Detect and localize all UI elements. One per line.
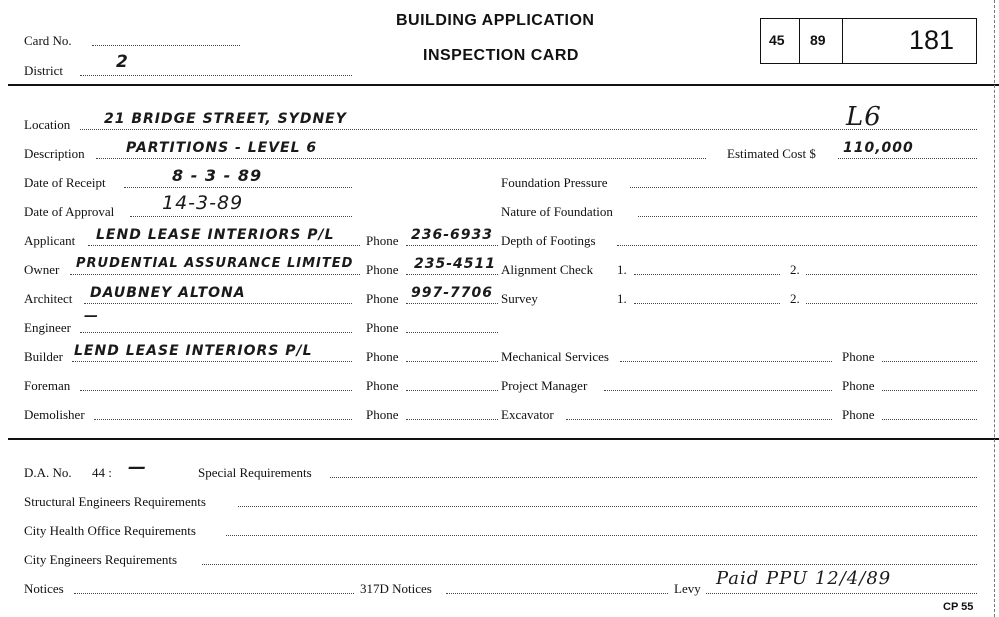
depth-footings-field[interactable] bbox=[617, 245, 977, 246]
builder-field[interactable] bbox=[72, 361, 352, 362]
mechanical-phone-field[interactable] bbox=[882, 361, 977, 362]
form-code: CP 55 bbox=[943, 601, 974, 613]
applicant-field[interactable] bbox=[88, 245, 360, 246]
builder-value: LEND LEASE INTERIORS P/L bbox=[74, 343, 313, 359]
alignment-field-2[interactable] bbox=[806, 274, 977, 275]
box3-value: 181 bbox=[909, 25, 955, 55]
levy-value: Paid PPU 12/4/89 bbox=[716, 568, 892, 589]
architect-value: DAUBNEY ALTONA bbox=[90, 285, 246, 301]
nature-foundation-label: Nature of Foundation bbox=[501, 204, 613, 219]
da-no-value: 44 : bbox=[92, 465, 112, 480]
card-number-box-1 bbox=[760, 18, 800, 64]
card-edge bbox=[994, 0, 999, 617]
description-field[interactable] bbox=[96, 158, 706, 159]
architect-phone-value: 997-7706 bbox=[411, 285, 493, 301]
special-req-label: Special Requirements bbox=[198, 465, 312, 480]
da-no-dash: — bbox=[128, 457, 147, 478]
structural-req-label: Structural Engineers Requirements bbox=[24, 494, 206, 509]
foreman-phone-field[interactable] bbox=[406, 390, 498, 391]
engineer-label: Engineer bbox=[24, 320, 71, 335]
applicant-phone-label: Phone bbox=[366, 233, 399, 248]
alignment-check-label: Alignment Check bbox=[501, 262, 594, 277]
location-field[interactable] bbox=[80, 129, 977, 130]
engineer-field[interactable] bbox=[80, 332, 352, 333]
estimated-cost-label: Estimated Cost $ bbox=[727, 146, 816, 161]
demolisher-phone-field[interactable] bbox=[406, 419, 498, 420]
district-label: District bbox=[24, 63, 63, 78]
structural-req-field[interactable] bbox=[238, 506, 977, 507]
engineer-value: — bbox=[84, 308, 99, 324]
builder-phone-field[interactable] bbox=[406, 361, 498, 362]
survey-field-2[interactable] bbox=[806, 303, 977, 304]
notices-317d-label: 317D Notices bbox=[360, 581, 432, 596]
owner-label: Owner bbox=[24, 262, 60, 277]
district-value: 2 bbox=[116, 52, 129, 72]
excavator-field[interactable] bbox=[566, 419, 832, 420]
demolisher-label: Demolisher bbox=[24, 407, 85, 422]
depth-footings-label: Depth of Footings bbox=[501, 233, 596, 248]
project-manager-phone-field[interactable] bbox=[882, 390, 977, 391]
date-receipt-value: 8 - 3 - 89 bbox=[172, 166, 263, 185]
date-receipt-label: Date of Receipt bbox=[24, 175, 106, 190]
excavator-label: Excavator bbox=[501, 407, 554, 422]
owner-phone-value: 235-4511 bbox=[414, 256, 496, 272]
applicant-phone-field[interactable] bbox=[406, 245, 498, 246]
notices-field[interactable] bbox=[74, 593, 354, 594]
excavator-phone-field[interactable] bbox=[882, 419, 977, 420]
da-no-label: D.A. No. bbox=[24, 465, 72, 480]
owner-field[interactable] bbox=[70, 274, 360, 275]
card-number-box-2 bbox=[799, 18, 843, 64]
foreman-field[interactable] bbox=[80, 390, 352, 391]
levy-label: Levy bbox=[674, 581, 701, 596]
engineer-phone-label: Phone bbox=[366, 320, 399, 335]
architect-label: Architect bbox=[24, 291, 73, 306]
alignment-num-1: 1. bbox=[617, 262, 627, 277]
applicant-label: Applicant bbox=[24, 233, 76, 248]
builder-label: Builder bbox=[24, 349, 63, 364]
date-approval-field[interactable] bbox=[130, 216, 352, 217]
header-rule bbox=[8, 84, 999, 86]
card-number-box-3 bbox=[842, 18, 977, 64]
mechanical-label: Mechanical Services bbox=[501, 349, 609, 364]
survey-num-1: 1. bbox=[617, 291, 627, 306]
survey-label: Survey bbox=[501, 291, 538, 306]
foundation-pressure-label: Foundation Pressure bbox=[501, 175, 608, 190]
architect-field[interactable] bbox=[84, 303, 352, 304]
project-manager-phone-label: Phone bbox=[842, 378, 875, 393]
estimated-cost-field[interactable] bbox=[838, 158, 977, 159]
demolisher-field[interactable] bbox=[94, 419, 352, 420]
location-value: 21 BRIDGE STREET, SYDNEY bbox=[104, 111, 347, 127]
nature-foundation-field[interactable] bbox=[638, 216, 977, 217]
location-label: Location bbox=[24, 117, 71, 132]
excavator-phone-label: Phone bbox=[842, 407, 875, 422]
card-no-label: Card No. bbox=[24, 33, 72, 48]
builder-phone-label: Phone bbox=[366, 349, 399, 364]
notices-label: Notices bbox=[24, 581, 64, 596]
date-approval-value: 14-3-89 bbox=[162, 192, 244, 214]
requirements-rule bbox=[8, 438, 999, 440]
alignment-num-2: 2. bbox=[790, 262, 800, 277]
demolisher-phone-label: Phone bbox=[366, 407, 399, 422]
survey-num-2: 2. bbox=[790, 291, 800, 306]
engineer-phone-field[interactable] bbox=[406, 332, 498, 333]
mechanical-field[interactable] bbox=[620, 361, 832, 362]
location-note: L6 bbox=[846, 102, 882, 132]
foreman-label: Foreman bbox=[24, 378, 71, 393]
title-line2: INSPECTION CARD bbox=[423, 47, 579, 64]
city-eng-req-label: City Engineers Requirements bbox=[24, 552, 178, 567]
applicant-value: LEND LEASE INTERIORS P/L bbox=[96, 227, 335, 243]
foreman-phone-label: Phone bbox=[366, 378, 399, 393]
applicant-phone-value: 236-6933 bbox=[411, 227, 493, 243]
description-value: PARTITIONS - LEVEL 6 bbox=[126, 140, 318, 156]
owner-phone-label: Phone bbox=[366, 262, 399, 277]
special-req-field[interactable] bbox=[330, 477, 977, 478]
title-line1: BUILDING APPLICATION bbox=[396, 12, 595, 29]
district-field[interactable] bbox=[80, 75, 352, 76]
owner-value: PRUDENTIAL ASSURANCE LIMITED bbox=[76, 256, 354, 271]
date-approval-label: Date of Approval bbox=[24, 204, 115, 219]
levy-field[interactable] bbox=[706, 593, 977, 594]
architect-phone-label: Phone bbox=[366, 291, 399, 306]
description-label: Description bbox=[24, 146, 85, 161]
health-req-label: City Health Office Requirements bbox=[24, 523, 196, 538]
box1-value: 45 bbox=[769, 32, 785, 48]
date-receipt-field[interactable] bbox=[124, 187, 352, 188]
survey-field-1[interactable] bbox=[634, 303, 780, 304]
owner-phone-field[interactable] bbox=[406, 274, 498, 275]
card-no-field[interactable] bbox=[92, 45, 240, 46]
notices-317d-field[interactable] bbox=[446, 593, 668, 594]
project-manager-label: Project Manager bbox=[501, 378, 588, 393]
city-eng-req-field[interactable] bbox=[202, 564, 977, 565]
health-req-field[interactable] bbox=[226, 535, 977, 536]
architect-phone-field[interactable] bbox=[406, 303, 498, 304]
box2-value: 89 bbox=[810, 32, 826, 48]
mechanical-phone-label: Phone bbox=[842, 349, 875, 364]
alignment-field-1[interactable] bbox=[634, 274, 780, 275]
foundation-pressure-field[interactable] bbox=[630, 187, 977, 188]
project-manager-field[interactable] bbox=[604, 390, 832, 391]
estimated-cost-value: 110,000 bbox=[843, 140, 914, 156]
